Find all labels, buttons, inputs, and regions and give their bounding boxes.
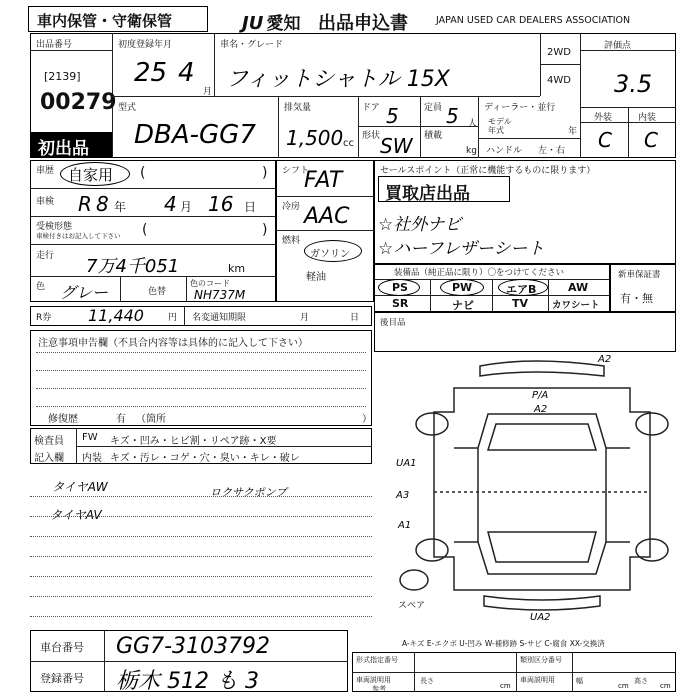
model-year-label: モデル	[488, 117, 512, 126]
history-label: 車歴	[36, 166, 55, 176]
inspection-month: 4	[164, 192, 177, 216]
equipment-leather: カワシート	[552, 300, 600, 311]
interior-grade: C	[644, 128, 658, 152]
chassis-value: GG7-3103792	[116, 634, 271, 659]
equipment-airbag: エアB	[506, 283, 537, 296]
displacement-unit: cc	[343, 138, 354, 149]
recycle-value: 11,440	[88, 306, 144, 325]
mileage-label: 走行	[36, 251, 55, 261]
mileage-value: 7万4千051	[86, 256, 180, 277]
inspector-row2-head: 内装	[82, 453, 102, 464]
diagram-mark-ua1: UA1	[396, 458, 417, 469]
equipment-ps: PS	[392, 281, 408, 294]
diagram-mark-a2-top: A2	[598, 354, 612, 365]
doors-label: ドア	[362, 103, 380, 113]
type-label: 型式	[118, 103, 137, 113]
diagram-mark-a2: A2	[534, 404, 548, 415]
handle-opts: 左・右	[538, 146, 566, 156]
equipment-sr: SR	[392, 297, 409, 310]
repair-label: 修復歴	[48, 414, 78, 425]
repair-value: 有	[116, 414, 126, 425]
model-name-label: 車名・グレード	[220, 40, 284, 50]
sales-point-line2: ☆ハーフレザーシート	[378, 239, 545, 259]
format-row1a: 形式指定番号	[356, 656, 398, 664]
new-warranty-label: 新車保証書	[618, 270, 661, 280]
format-cm-3: cm	[660, 682, 671, 690]
exterior-label: 外装	[594, 113, 613, 123]
equipment-aw: AW	[568, 281, 589, 294]
history-value: 自家用	[68, 166, 114, 184]
fuel-diesel: 軽油	[306, 272, 326, 283]
repair-paren: （箇所	[136, 414, 166, 425]
sales-point-line1: ☆社外ナビ	[378, 215, 462, 235]
storage-title-box	[28, 6, 208, 32]
format-wid: 幅	[576, 677, 583, 685]
format-row1b: 類別区分番号	[520, 656, 562, 664]
equipment-navi: ナビ	[452, 299, 474, 312]
registration-month-unit: 月	[203, 87, 213, 97]
back-eyes-block	[374, 312, 676, 352]
inspection-form-close: )	[262, 222, 268, 238]
registration-month: 4	[178, 58, 195, 88]
capacity-label: 定員	[424, 103, 443, 113]
notes-label: 注意事項申告欄（不具合内容等は具体的に記入して下さい）	[38, 338, 308, 349]
history-paren-close: )	[262, 165, 268, 181]
assoc-name: 愛知	[266, 14, 301, 34]
equipment-pw: PW	[452, 281, 473, 294]
shift-label: シフト	[282, 166, 310, 176]
displacement-value: 1,500	[286, 126, 344, 150]
history-paren-open: (	[140, 165, 146, 181]
color-label: 色	[36, 282, 46, 292]
format-cm-1: cm	[500, 682, 511, 690]
format-cm-2: cm	[618, 682, 629, 690]
mileage-unit: km	[228, 262, 246, 275]
name-change-label: 名変通知期限	[192, 313, 247, 323]
fuel-label: 燃料	[282, 236, 301, 246]
inspection-form-label: 受検形態	[36, 222, 73, 232]
color-change-label: 色替	[148, 287, 167, 297]
shape-label: 形状	[362, 131, 381, 141]
inspection-month-unit: 月	[180, 200, 193, 214]
name-change-day: 日	[350, 313, 360, 323]
score-value: 3.5	[614, 70, 653, 98]
drive-2wd: 2WD	[547, 47, 571, 58]
year-unit: 年	[568, 127, 578, 137]
first-listing-text: 初出品	[38, 139, 89, 159]
assoc-en: JAPAN USED CAR DEALERS ASSOCIATION	[436, 15, 631, 26]
plate-value: 栃木 512 も 3	[116, 669, 259, 694]
color-code-label: 色のコード	[190, 279, 230, 288]
repair-close: ）	[362, 414, 372, 425]
inspector-row2: キズ・汚レ・コゲ・穴・臭い・キレ・破レ	[110, 453, 300, 464]
score-label: 評価点	[604, 41, 632, 51]
inspection-form-open: (	[142, 222, 148, 238]
plate-label: 登録番号	[40, 672, 84, 685]
shape-value: SW	[380, 134, 413, 158]
inspection-year-unit: 年	[114, 200, 127, 214]
inspector-label2: 記入欄	[34, 453, 64, 464]
doors-value: 5	[386, 104, 399, 128]
registration-label: 初度登録年月	[118, 40, 173, 50]
damage-legend: A-キズ E-エクボ U-凹み W-補修跡 S-サビ C-腐食 XX-交換済	[402, 639, 605, 648]
inspection-form-note: 車検付きはお記入して下さい	[36, 232, 121, 240]
aircon-label: 冷房	[282, 202, 301, 212]
color-code-value: NH737M	[194, 288, 246, 302]
back-eyes-label: 後目品	[380, 318, 406, 328]
lot-number: 00279	[40, 90, 117, 115]
inspector-row1: キズ・凹み・ヒビ割・リペア跡・X要	[110, 436, 277, 447]
logo	[242, 9, 301, 34]
format-hgt: 高さ	[634, 677, 648, 685]
diagram-mark-ua2: UA2	[530, 612, 551, 623]
inspection-day-unit: 日	[244, 200, 257, 214]
lot-label: 出品番号	[36, 40, 73, 50]
recycle-unit: 円	[168, 313, 178, 323]
shift-value: FAT	[304, 168, 343, 193]
chassis-label: 車台番号	[40, 641, 84, 654]
load-label: 積載	[424, 131, 443, 141]
sales-point-tag: 買取店出品	[385, 184, 470, 204]
handle-label: ハンドル	[486, 146, 523, 156]
type-value: DBA-GG7	[134, 120, 256, 150]
equipment-label: 装備品（純正品に限り）〇をつけてください	[394, 268, 565, 278]
diagram-mark-pa: P/A	[532, 390, 549, 401]
inspection-era: R	[78, 192, 92, 216]
format-row2b: 車両説明用	[520, 676, 555, 684]
interior-label: 内装	[638, 113, 657, 123]
load-unit: kg	[466, 146, 477, 156]
color-value: グレー	[60, 283, 109, 302]
inspector-note-1b: ロクサクポンプ	[210, 486, 287, 499]
form-title: 出品申込書	[318, 13, 408, 34]
recycle-label: R券	[36, 313, 52, 323]
year-type-label: 年式	[488, 126, 504, 135]
capacity-unit: 人	[468, 119, 478, 129]
format-ref: 参考	[372, 685, 386, 693]
logo-mark: JU	[242, 13, 264, 34]
equipment-tv: TV	[512, 297, 529, 310]
aircon-value: AAC	[304, 204, 350, 229]
diagram-mark-a1: A1	[398, 520, 412, 531]
inspector-note-1: タイヤAW	[52, 480, 108, 494]
inspection-day: 16	[208, 192, 234, 216]
exterior-grade: C	[598, 128, 612, 152]
diagram-mark-a3: A3	[396, 490, 410, 501]
inspector-label1: 検査員	[34, 436, 64, 447]
inspector-row1-head: FW	[82, 432, 98, 443]
first-listing-badge	[30, 132, 112, 158]
displacement-label: 排気量	[284, 103, 312, 113]
model-name-value: フィットシャトル 15X	[226, 67, 450, 92]
inspection-label: 車検	[36, 197, 55, 207]
sales-point-label: セールスポイント（正常に機能するものに限ります）	[380, 166, 596, 176]
new-warranty-opts: 有・無	[620, 292, 653, 305]
name-change-month: 月	[300, 313, 310, 323]
capacity-value: 5	[446, 104, 459, 128]
format-len: 長さ	[420, 677, 434, 685]
storage-title: 車内保管・守衛保管	[37, 12, 173, 30]
sales-point-tag-box	[378, 176, 510, 202]
inspector-note-2: タイヤAV	[50, 508, 102, 522]
registration-year: 25	[134, 58, 168, 88]
spare-label: スペア	[398, 601, 426, 611]
inspection-year: 8	[96, 192, 109, 216]
lot-sub-number: [2139]	[44, 70, 81, 83]
drive-4wd: 4WD	[547, 75, 571, 86]
dealer-label: ディーラー・並行	[484, 103, 556, 113]
fuel-gasoline: ガソリン	[310, 249, 350, 260]
format-row2a: 車両説明用	[356, 676, 391, 684]
